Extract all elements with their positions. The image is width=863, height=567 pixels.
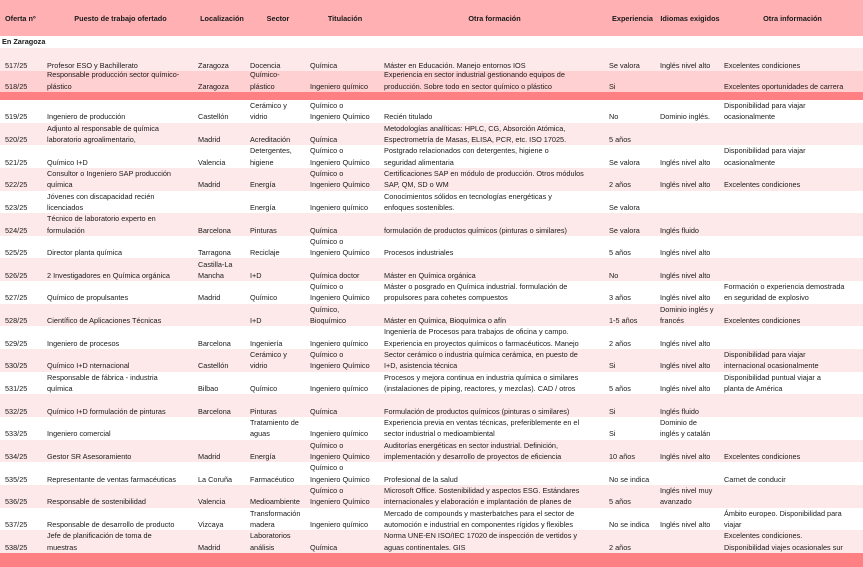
cell-titulacion: Química [310,406,338,416]
cell-oferta: 521/25 [5,157,28,167]
cell-oferta: 528/25 [5,316,28,326]
cell-otra-formacion: Postgrado relacionados con detergentes, higiene o seguridad alimentaria [384,146,549,167]
table-row [0,191,863,214]
cell-experiencia: Si [609,429,616,439]
cell-otra-informacion: Excelentes condiciones [724,180,801,190]
cell-puesto: Jóvenes con discapacidad recién licenciados [47,191,155,212]
cell-oferta: 536/25 [5,497,28,507]
cell-titulacion: Química doctor [310,270,360,280]
cell-experiencia: 2 años [609,542,631,552]
cell-otra-formacion: Experiencia en sector industrial gestionando equipos de producción. Sobre todo en sector químico o plástico [384,71,565,91]
cell-otra-informacion [722,123,863,146]
cell-titulacion: Químico o Ingeniero Químico [310,236,370,258]
cell-sector: Cerámico y vidrio [250,350,287,371]
cell-localizacion: Tarragona [198,248,231,258]
section-label-zaragoza: En Zaragoza [0,36,863,48]
cell-localizacion: Castellón [198,112,229,122]
cell-oferta: 537/25 [5,519,28,529]
header-experiencia: Experiencia [612,13,653,23]
cell-titulacion: Químico o Ingeniero Químico [310,146,370,167]
cell-puesto: Director planta química [47,248,123,258]
cell-experiencia: Se valora [609,202,640,212]
cell-idiomas: Inglés fluido [660,225,699,235]
cell-experiencia: No se indica [609,519,650,529]
cell-idiomas: Dominio inglés y francés [660,304,714,326]
table-row [0,71,863,92]
cell-sector: Detergentes, higiene [250,146,292,167]
cell-otra-formacion: Procesos industriales [384,248,454,258]
cell-sector: Químico- plástico [250,71,280,91]
cell-titulacion: Químico o Ingeniero Químico [310,101,370,122]
cell-sector: Tratamiento de aguas [250,418,299,439]
zaragoza-rows [0,48,863,92]
cell-otra-informacion [722,236,863,259]
cell-sector: Pinturas [250,225,277,235]
cell-localizacion: Valencia [198,157,226,167]
cell-oferta: 522/25 [5,180,28,190]
cell-localizacion: Madrid [198,180,221,190]
cell-sector: Reciclaje [250,248,280,258]
cell-experiencia: 2 años [609,338,631,348]
cell-otra-formacion: Recién titulado [384,112,433,122]
cell-puesto: Químico de propulsantes [47,293,129,303]
cell-experiencia: 5 años [609,497,631,507]
cell-otra-informacion: Excelentes condiciones [724,316,801,326]
cell-oferta: 531/25 [5,384,28,394]
cell-experiencia: No [609,112,619,122]
table-row [0,100,863,123]
table-row [0,145,863,168]
cell-oferta: 527/25 [5,293,28,303]
cell-sector: Acreditación [250,134,291,144]
cell-sector: Químico [250,384,278,394]
cell-localizacion: Bilbao [198,384,219,394]
cell-puesto: Profesor ESO y Bachillerato [47,60,138,70]
cell-idiomas [658,123,722,146]
cell-puesto: Químico I+D formulación de pinturas [47,406,166,416]
cell-oferta: 523/25 [5,202,28,212]
cell-puesto: Responsable de fábrica - industria química [47,372,158,394]
table-row [0,349,863,372]
table-header [0,0,863,36]
header-oferta: Oferta nº [5,13,36,23]
cell-sector: Químico [250,293,278,303]
cell-otra-informacion: Carnet de conducir [724,474,786,484]
cell-localizacion: Barcelona [198,225,231,235]
cell-experiencia: Se valora [609,60,640,70]
cell-titulacion: Química [310,60,338,70]
cell-experiencia: 1-5 años [609,316,638,326]
cell-oferta: 532/25 [5,406,28,416]
cell-puesto: Ingeniero de procesos [47,338,120,348]
cell-localizacion: Madrid [198,542,221,552]
cell-idiomas [658,191,722,214]
cell-idiomas: Inglés nivel alto [660,361,711,371]
cell-puesto: Consultor o Ingeniero SAP producción química [47,168,171,190]
cell-otra-informacion: Disponibilidad para viajar internacional ocasionalmente [724,350,819,371]
table-row [0,417,863,440]
cell-localizacion: Madrid [198,134,221,144]
cell-experiencia: 3 años [609,293,631,303]
cell-puesto: Ingeniero comercial [47,429,111,439]
cell-localizacion [196,417,248,440]
cell-otra-formacion: Profesional de la salud [384,474,458,484]
header-otra-informacion: Otra información [763,13,822,23]
cell-otra-formacion: Máster en Química orgánica [384,270,476,280]
table-row [0,304,863,327]
cell-sector: Transformación madera [250,508,301,529]
cell-oferta: 530/25 [5,361,28,371]
cell-idiomas: Dominio inglés. [660,112,710,122]
cell-localizacion: Zaragoza [198,60,229,70]
cell-idiomas [658,530,722,553]
cell-oferta: 534/25 [5,451,28,461]
cell-oferta: 535/25 [5,474,28,484]
cell-experiencia: No [609,270,619,280]
cell-puesto: Científico de Aplicaciones Técnicas [47,316,162,326]
table-row [0,440,863,463]
cell-titulacion: Químico o Ingeniero Químico [310,350,370,371]
cell-oferta: 529/25 [5,338,28,348]
table-footer-bar [0,553,863,567]
cell-titulacion: Químico o Ingeniero Químico [310,282,370,303]
cell-idiomas: Inglés nivel alto [660,60,711,70]
cell-experiencia: Se valora [609,225,640,235]
cell-otra-formacion: formulación de productos químicos (pinturas o similares) [384,225,567,235]
cell-idiomas: Inglés nivel alto [660,157,711,167]
cell-sector: Docencia [250,60,281,70]
cell-experiencia: 5 años [609,134,631,144]
cell-otra-informacion: Disponibilidad para viajar ocasionalmente [724,101,806,122]
cell-puesto: Gestor SR Asesoramiento [47,451,132,461]
section-separator [0,92,863,100]
cell-sector: Ingeniería [250,338,283,348]
cell-puesto: Responsable de desarrollo de producto [47,519,175,529]
cell-otra-informacion [722,191,863,214]
offer-rows [0,100,863,553]
cell-titulacion: Química [310,225,338,235]
cell-otra-informacion: Excelentes oportunidades de carrera [724,81,844,91]
cell-titulacion: Ingeniero químico [310,384,369,394]
cell-otra-formacion: Máster o posgrado en Química industrial. formulación de propulsores para cohetes compuestos [384,282,568,303]
cell-puesto: Químico I+D nternacional [47,361,130,371]
cell-experiencia: Se valora [609,157,640,167]
cell-titulacion: Ingeniero químico [310,81,369,91]
cell-titulacion: Química [310,542,338,552]
cell-idiomas: Inglés nivel alto [660,338,711,348]
cell-titulacion: Ingeniero químico [310,338,369,348]
header-puesto: Puesto de trabajo ofertado [74,13,167,23]
cell-otra-formacion: Sector cerámico o industria química cerámica, en puesto de I+D, asistencia técnica [384,350,578,371]
cell-otra-informacion [722,258,863,281]
cell-localizacion: Castilla-La Mancha [198,259,233,280]
cell-oferta: 517/25 [5,60,28,70]
cell-oferta: 525/25 [5,248,28,258]
cell-titulacion: Químico o Ingeniero Químico [310,485,370,507]
table-row [0,326,863,349]
table-row [0,213,863,236]
cell-otra-formacion: Máster en Educación. Manejo entornos IOS [384,60,526,70]
cell-puesto: Responsable de sostenibilidad [47,497,146,507]
cell-oferta: 518/25 [5,81,28,91]
cell-oferta: 519/25 [5,112,28,122]
cell-otra-informacion [722,485,863,508]
cell-oferta: 520/25 [5,134,28,144]
table-row [0,258,863,281]
cell-titulacion: Ingeniero químico [310,202,369,212]
cell-experiencia: 5 años [609,384,631,394]
cell-puesto: 2 Investigadores en Química orgánica [47,270,170,280]
cell-otra-formacion: Norma UNE-EN ISO/IEC 17020 de inspección de vertidos y aguas continentales. GIS [384,531,578,552]
cell-puesto: Técnico de laboratorio experto en formulación [47,214,156,235]
header-sector: Sector [266,13,290,23]
cell-localizacion: Madrid [198,451,221,461]
cell-puesto: Ingeniero de producción [47,112,126,122]
cell-experiencia: 5 años [609,248,631,258]
cell-sector: Medioambiente [250,497,300,507]
cell-sector: I+D [250,316,262,326]
cell-otra-formacion: Mercado de compounds y masterbatches para el sector de automoción e industrial en componentes rígidos y flexibles [384,508,575,529]
cell-otra-informacion: Excelentes condiciones. Disponibilidad viajes ocasionales sur [724,531,843,552]
table-row [0,372,863,395]
cell-localizacion: Vizcaya [198,519,224,529]
cell-localizacion: Castellón [198,361,229,371]
table-row [0,123,863,146]
cell-otra-informacion [722,326,863,349]
cell-sector: Energía [250,451,276,461]
cell-otra-informacion: Disponibilidad puntual viajar a planta de América [724,372,821,394]
cell-otra-formacion: Microsoft Office. Sostenibilidad y aspectos ESG. Estándares internacionales y elaboración e implantación de planes de [384,485,580,507]
cell-localizacion: Barcelona [198,338,231,348]
cell-sector: Pinturas [250,406,277,416]
table-row [0,530,863,553]
cell-sector: Farmacéutico [250,474,295,484]
cell-puesto: Químico I+D [47,157,88,167]
cell-otra-formacion: Conocimientos sólidos en tecnologías energéticas y enfoques sostenibles. [384,191,552,212]
cell-titulacion: Químico o Ingeniero Químico [310,168,370,190]
cell-idiomas: Dominio de inglés y catalán [660,418,711,439]
cell-otra-informacion: Excelentes condiciones [724,451,801,461]
cell-otra-informacion: Formación o experiencia demostrada en seguridad de explosivo [724,282,845,303]
cell-experiencia: Si [609,81,616,91]
table-row [0,236,863,259]
cell-localizacion: La Coruña [198,474,233,484]
cell-otra-formacion: Metodologías analíticas: HPLC, CG, Absorción Atómica, Espectrometría de Masas, ELISA, PCR, etc. ISO 17025. [384,123,567,144]
cell-localizacion: Barcelona [198,406,231,416]
cell-titulacion: Químico, Bioquímico [310,304,347,326]
table-row [0,462,863,485]
cell-puesto: Adjunto al responsable de química laboratorio agroalimentario, [47,123,159,144]
cell-idiomas [658,71,722,92]
cell-sector: Cerámico y vidrio [250,101,287,122]
table-row [0,508,863,531]
cell-idiomas: Inglés nivel muy avanzado [660,485,713,507]
table-row [0,281,863,304]
cell-otra-formacion: Experiencia previa en ventas técnicas, preferiblemente en el sector industrial o medioambiental [384,418,580,439]
cell-oferta: 538/25 [5,542,28,552]
cell-otra-formacion: Ingeniería de Procesos para trabajos de oficina y campo. Experiencia en proyectos químicos o farmacéuticos. Manejo [384,327,579,348]
cell-localizacion: Zaragoza [198,81,229,91]
cell-otra-informacion: Disponibilidad para viajar ocasionalmente [724,146,806,167]
cell-experiencia: Si [609,406,616,416]
cell-otra-formacion: Certificaciones SAP en módulo de producción. Otros módulos SAP, QM, SD o WM [384,168,584,190]
cell-localizacion [196,191,248,214]
cell-oferta: 524/25 [5,225,28,235]
cell-idiomas: Inglés nivel alto [660,180,711,190]
cell-puesto: Responsable producción sector químico- plástico [47,71,180,91]
cell-otra-informacion [722,417,863,440]
cell-otra-informacion [722,213,863,236]
header-idiomas: Idiomas exigidos [660,13,720,23]
cell-titulacion: Químico o Ingeniero Químico [310,440,370,461]
cell-experiencia: 2 años [609,180,631,190]
cell-puesto: Jefe de planificación de toma de muestras [47,531,152,552]
header-localizacion: Localización [200,13,244,23]
header-otra-formacion: Otra formación [468,13,521,23]
table-row [0,168,863,191]
cell-sector: I+D [250,270,262,280]
cell-sector: Laboratorios análisis [250,531,291,552]
table-row [0,394,863,417]
cell-idiomas: Inglés nivel alto [660,519,711,529]
table-row [0,48,863,71]
cell-sector: Energía [250,180,276,190]
cell-oferta: 526/25 [5,270,28,280]
cell-otra-informacion: Ámbito europeo. Disponibilidad para viajar [724,508,842,529]
header-titulacion: Titulación [327,13,363,23]
cell-idiomas [658,462,722,485]
cell-experiencia: No se indica [609,474,650,484]
cell-sector: Energía [250,202,276,212]
cell-otra-formacion: Formulación de productos químicos (pinturas o similares) [384,406,570,416]
cell-localizacion [196,304,248,327]
cell-idiomas: Inglés nivel alto [660,293,711,303]
cell-titulacion: Química [310,134,338,144]
cell-titulacion: Químico o Ingeniero Químico [310,463,370,484]
cell-experiencia: 10 años [609,451,635,461]
cell-idiomas: Inglés nivel alto [660,270,711,280]
cell-otra-formacion: Auditorías energéticas en sector industrial. Definición, implementación y desarrollo de proyectos de eficiencia [384,440,562,461]
cell-otra-formacion: Procesos y mejora continua en industria química o similares (instalaciones de piping, reactores, y mezclas). CAD / otros [384,372,579,394]
cell-idiomas: Inglés nivel alto [660,384,711,394]
cell-idiomas: Inglés fluido [660,406,699,416]
cell-experiencia: Si [609,361,616,371]
cell-puesto: Representante de ventas farmacéuticas [47,474,176,484]
cell-otra-informacion [722,394,863,417]
cell-titulacion: Ingeniero químico [310,429,369,439]
cell-localizacion: Valencia [198,497,226,507]
cell-otra-informacion: Excelentes condiciones [724,60,801,70]
cell-idiomas: Inglés nivel alto [660,248,711,258]
table-row [0,485,863,508]
cell-oferta: 533/25 [5,429,28,439]
cell-localizacion: Madrid [198,293,221,303]
cell-otra-formacion: Máster en Química, Bioquímica o afín [384,316,507,326]
cell-titulacion: Ingeniero químico [310,519,369,529]
cell-idiomas: Inglés nivel alto [660,451,711,461]
